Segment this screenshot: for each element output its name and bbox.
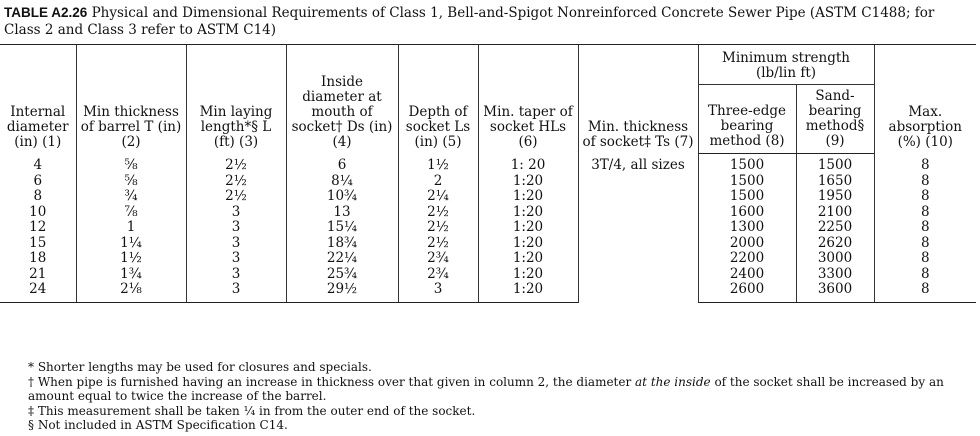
table-cell: 21 xyxy=(29,265,47,282)
footnote-measurement: ‡ This measurement shall be taken ¼ in from the outer end of the socket. xyxy=(28,403,476,418)
table-cell: 1:20 xyxy=(478,220,578,236)
table-cell: 3 xyxy=(186,205,286,221)
table-row xyxy=(0,236,976,252)
table-row xyxy=(0,174,976,190)
table-cell: 3 xyxy=(186,251,286,267)
table-cell: ¾ xyxy=(76,189,186,205)
footnote-not-included: § Not included in ASTM Specification C14. xyxy=(28,418,288,432)
table-cell: 10¾ xyxy=(286,189,398,205)
table-label: TABLE A2.26 xyxy=(4,5,88,20)
table-cell: 8 xyxy=(874,282,976,302)
header-max-absorption: Max. absorption (%) (10) xyxy=(874,45,976,154)
header-barrel-thickness: Min thickness of barrel T (in) (2) xyxy=(76,45,186,154)
table-cell: 1½ xyxy=(76,251,186,267)
table-cell: 8 xyxy=(874,267,976,283)
table-caption xyxy=(4,4,974,39)
table-cell: 1:20 xyxy=(478,205,578,221)
table-row xyxy=(0,205,976,221)
table-cell: 2200 xyxy=(698,251,796,267)
footnote-socket-diameter: † When pipe is furnished having an increase in thickness over that given in column 2, the diameter at the inside of the socket shall be increased by an amount equal to twice the increase of the barrel. xyxy=(28,374,944,403)
table-cell: 8 xyxy=(874,220,976,236)
table-row xyxy=(0,220,976,236)
table-cell: ⅝ xyxy=(76,154,186,174)
table-cell: 1:20 xyxy=(478,174,578,190)
table-cell: 2100 xyxy=(796,205,874,221)
table-cell: 1300 xyxy=(698,220,796,236)
table-cell: 2½ xyxy=(186,174,286,190)
table-cell: 6 xyxy=(33,172,43,189)
table-cell: 3 xyxy=(186,267,286,283)
table-row xyxy=(0,267,976,283)
table-cell: 8 xyxy=(874,251,976,267)
table-cell: 1¾ xyxy=(76,267,186,283)
table-cell: 1:20 xyxy=(478,267,578,283)
table-cell: ⅝ xyxy=(76,174,186,190)
table-title: Physical and Dimensional Requirements of Class 1, Bell-and-Spigot Nonreinforced Concrete Sewer Pipe (ASTM C1488; for Class 2 and Class 3 refer to ASTM C14) xyxy=(4,5,935,38)
table-cell: 4 xyxy=(33,157,43,173)
table-cell: 1600 xyxy=(698,205,796,221)
table-cell: 25¾ xyxy=(286,267,398,283)
table-cell: 2½ xyxy=(398,220,478,236)
table-cell: 8 xyxy=(874,205,976,221)
table-cell: ⅞ xyxy=(76,205,186,221)
table-cell: 2600 xyxy=(698,282,796,302)
table-cell: 29½ xyxy=(286,282,398,302)
table-cell: 1500 xyxy=(796,154,874,174)
table-cell: 1:20 xyxy=(478,189,578,205)
header-three-edge-bearing: Three-edge bearing method (8) xyxy=(698,85,796,154)
table-cell: 1½ xyxy=(398,154,478,174)
table-cell: 8 xyxy=(874,236,976,252)
table-cell: 1500 xyxy=(698,189,796,205)
requirements-table xyxy=(0,44,976,303)
table-cell: 24 xyxy=(0,282,76,302)
header-socket-inside-diameter: Inside diameter at mouth of socket† Ds (in) (4) xyxy=(286,45,398,154)
table-cell: 8 xyxy=(33,188,43,205)
table-cell: 2½ xyxy=(186,189,286,205)
table-cell: 18 xyxy=(29,250,47,267)
table-cell: 1¼ xyxy=(76,236,186,252)
header-internal-diameter: Internal diameter (in) (1) xyxy=(0,45,76,154)
table-row xyxy=(0,154,976,174)
table-cell: 1500 xyxy=(698,174,796,190)
table-cell: 12 xyxy=(29,219,47,236)
table-cell: 2000 xyxy=(698,236,796,252)
table-cell: 22¼ xyxy=(286,251,398,267)
table-cell: 1650 xyxy=(796,174,874,190)
table-cell: 3 xyxy=(186,236,286,252)
table-cell: 1500 xyxy=(698,154,796,174)
table-cell: 2¼ xyxy=(398,189,478,205)
table-cell: 3600 xyxy=(796,282,874,302)
table-cell: 3T/4, all sizes xyxy=(578,154,698,303)
table-cell: 10 xyxy=(29,203,47,220)
header-laying-length: Min laying length*§ L (ft) (3) xyxy=(186,45,286,154)
table-cell: 3000 xyxy=(796,251,874,267)
table-cell: 2½ xyxy=(186,154,286,174)
table-cell: 3 xyxy=(186,220,286,236)
table-cell: 13 xyxy=(286,205,398,221)
table-cell: 2620 xyxy=(796,236,874,252)
table-cell: 2250 xyxy=(796,220,874,236)
header-minimum-strength: Minimum strength (lb/lin ft) xyxy=(698,45,874,85)
table-cell: 1: 20 xyxy=(478,154,578,174)
table-cell: 2 xyxy=(398,174,478,190)
table-cell: 1950 xyxy=(796,189,874,205)
table-cell: 18¾ xyxy=(286,236,398,252)
table-cell: 2⅛ xyxy=(76,282,186,302)
table-cell: 1:20 xyxy=(478,251,578,267)
table-cell: 3 xyxy=(398,282,478,302)
table-row xyxy=(0,189,976,205)
table-cell: 8 xyxy=(874,154,976,174)
table-cell: 15¼ xyxy=(286,220,398,236)
table-row xyxy=(0,251,976,267)
table-cell: 6 xyxy=(286,154,398,174)
header-socket-depth: Depth of socket Ls (in) (5) xyxy=(398,45,478,154)
table-cell: 8 xyxy=(874,174,976,190)
table-cell: 3 xyxy=(186,282,286,302)
header-sand-bearing: Sand-bearing method§ (9) xyxy=(796,85,874,154)
table-cell: 2¾ xyxy=(398,251,478,267)
header-socket-thickness: Min. thickness of socket‡ Ts (7) xyxy=(578,45,698,154)
table-cell: 2½ xyxy=(398,205,478,221)
table-cell: 2¾ xyxy=(398,267,478,283)
table-footnotes xyxy=(8,360,976,433)
table-cell: 8¼ xyxy=(286,174,398,190)
table-cell: 1:20 xyxy=(478,282,578,302)
header-socket-taper: Min. taper of socket HLs (6) xyxy=(478,45,578,154)
table-cell: 2400 xyxy=(698,267,796,283)
table-cell: 15 xyxy=(29,234,47,251)
table-cell: 1:20 xyxy=(478,236,578,252)
footnote-shorter-lengths: * Shorter lengths may be used for closures and specials. xyxy=(28,360,372,374)
table-cell: 1 xyxy=(76,220,186,236)
table-row xyxy=(0,282,976,302)
table-cell: 2½ xyxy=(398,236,478,252)
table-cell: 3300 xyxy=(796,267,874,283)
table-cell: 8 xyxy=(874,189,976,205)
